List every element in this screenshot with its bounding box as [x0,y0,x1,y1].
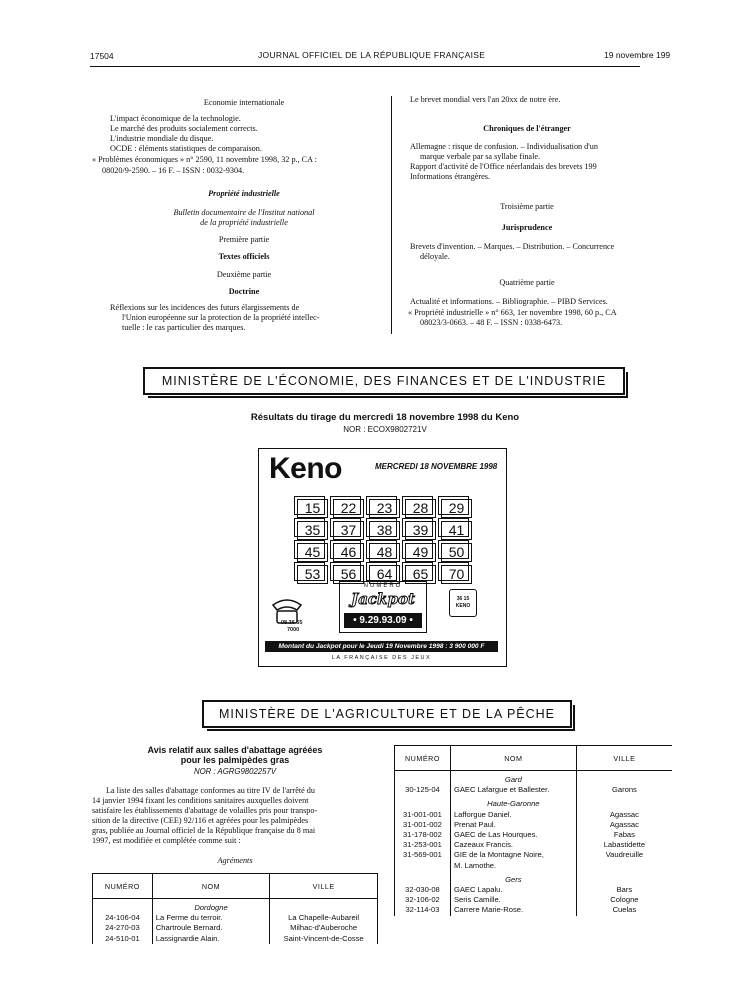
jackpot-logo: Jackpot [351,590,415,608]
table-row [395,905,673,915]
cell-nom: Prenat Paul. [450,820,576,830]
region-label: Dordogne [152,899,269,914]
cell-numero: 32-106-02 [395,895,451,905]
col-header-nom: NOM [450,746,576,771]
region-label: Gers [450,871,576,885]
cell-ville: Agassac [609,819,639,829]
phone-number: 08 36 65 [281,620,303,626]
table-row [395,810,673,820]
fdj-footer: LA FRANÇAISE DES JEUX [331,655,432,661]
cell-ville: Labastidette [603,840,646,850]
cell-nom: GAEC Lapalu. [450,885,576,895]
ministry-economy-banner: MINISTÈRE DE L'ÉCONOMIE, DES FINANCES ET DE L'INDUSTRIE [143,367,625,395]
drawn-number: 37 [333,521,364,540]
col-header-nom: NOM [152,874,269,899]
text-line: Brevets d'invention. – Marques. – Distribution. – Concurrence [410,242,615,251]
text-line: l'Union européenne sur la protection de la propriété intellec- [122,313,320,322]
agrements-table-left [92,873,378,944]
table-row [395,785,673,795]
text-line: Le marché des produits socialement corrects. [110,124,258,133]
cell-numero: 31-001-002 [395,820,451,830]
text-line: OCDE : éléments statistiques de comparaison. [110,144,262,153]
drawn-number: 38 [369,521,400,540]
text-line: déloyale. [420,252,450,261]
drawn-number: 41 [441,521,472,540]
drawn-number: 64 [369,565,400,584]
drawn-number: 39 [405,521,436,540]
drawn-number: 48 [369,543,400,562]
avis-nor: NOR : AGRG9802257V [193,767,277,776]
text-line: marque verbale par sa syllabe finale. [420,152,541,161]
text-line: gras, publiée au Journal officiel de la République française du 8 mai [92,826,316,835]
text-line: L'industrie mondiale du disque. [110,134,214,143]
text-line: 08023/3-0663. – 48 F. – ISSN : 0338-6473. [420,318,563,327]
text-line: L'impact économique de la technologie. [110,114,241,123]
drawn-number: 50 [441,543,472,562]
table-row [395,850,673,860]
text-line: Rapport d'activité de l'Office néerlandais des brevets 199 [410,162,597,171]
agrements-table-right [394,745,672,916]
table-row: 24-106-04 La Ferme du terroir. La Chapelle-Aubareil [93,913,378,923]
journal-title: JOURNAL OFFICIEL DE LA RÉPUBLIQUE FRANÇAISE [258,50,486,60]
table-row [395,830,673,840]
keno-results-panel [258,448,507,667]
text-line: Bulletin documentaire de l'Institut national [173,208,315,217]
text-line: « Problèmes économiques » n° 2590, 11 novembre 1998, 32 p., CA : [92,155,317,164]
section-heading: Textes officiels [218,252,270,261]
table-row [395,820,673,830]
cell-numero: 31-253-001 [395,840,451,850]
table-row [395,840,673,850]
ministry-agriculture-banner: MINISTÈRE DE L'AGRICULTURE ET DE LA PÊCHE [202,700,572,728]
keno-results-title: Résultats du tirage du mercredi 18 novembre 1998 du Keno [250,412,520,423]
table-row: 24-270-03 Chartroule Bernard. Milhac-d'Auberoche [93,923,378,933]
text-line: 14 janvier 1994 fixant les conditions sanitaires auxquelles doivent [92,796,309,805]
cell-ville: Garons [611,785,637,795]
numero-label: NUMÉRO [363,583,403,589]
text-line: sition de la directive (CEE) 92/116 et agréées pour les palmipèdes [92,816,309,825]
drawn-number: 29 [441,499,472,518]
drawn-number: 46 [333,543,364,562]
text-line: « Propriété industrielle » n° 663, 1er novembre 1998, 60 p., CA [408,308,617,317]
drawn-number: 49 [405,543,436,562]
region-label: Haute-Garonne [450,795,576,809]
cell-numero: 31-001-001 [395,810,451,820]
drawn-number: 56 [333,565,364,584]
text-line: Informations étrangères. [410,172,491,181]
minitel-service: KENO [455,603,471,609]
cell-numero: 32-030-08 [395,885,451,895]
column-divider [391,96,392,334]
cell-ville [576,861,672,871]
cell-ville: Fabas [613,830,635,840]
table-row [395,861,673,871]
jackpot-panel [339,581,427,633]
cell-nom: GAEC Lafargue et Ballester. [450,785,576,795]
cell-ville: Vaudreuille [605,850,644,860]
cell-numero: 32-114-03 [395,905,451,915]
jackpot-amount: Montant du Jackpot pour le Jeudi 19 Novembre 1998 : 3 900 000 F [265,641,498,652]
minitel-icon [449,589,477,617]
cell-nom: M. Lamothe. [450,861,576,871]
section-heading: Doctrine [228,287,260,296]
drawn-number: 15 [297,499,328,518]
avis-title: Avis relatif aux salles d'abattage agréées [147,745,323,755]
section-heading: Jurisprudence [501,223,553,232]
drawn-number: 28 [405,499,436,518]
text-line: satisfaire les établissements d'abattage de volailles pris pour transpo- [92,806,318,815]
text-line: Deuxième partie [216,270,272,279]
col-header-ville: VILLE [576,746,672,771]
text-line: Actualité et informations. – Bibliographie. – PIBD Services. [410,297,608,306]
keno-draw-date: MERCREDI 18 NOVEMBRE 1998 [375,462,498,471]
region-label: Gard [450,771,576,786]
section-heading: Economie internationale [203,98,285,107]
agrements-heading: Agréments [217,856,253,865]
jackpot-number: • 9.29.93.09 • [344,613,422,628]
cell-numero: 31-178-002 [395,830,451,840]
cell-nom: GIE de la Montagne Noire, [450,850,576,860]
col-header-ville: VILLE [270,874,378,899]
keno-logo: Keno [269,452,342,485]
section-heading: Chroniques de l'étranger [483,124,571,133]
cell-ville: Cologne [610,895,639,905]
phone-number-suffix: 7000 [287,627,300,633]
drawn-number: 45 [297,543,328,562]
cell-ville: Agassac [609,809,639,819]
text-line: Quatrième partie [499,278,555,287]
cell-nom: Lafforgue Daniel. [450,810,576,820]
drawn-number: 65 [405,565,436,584]
table-row: 24-510-01 Lassignardie Alain. Saint-Vincent-de-Cosse [93,934,378,944]
table-row [395,895,673,905]
col-header-numero: NUMÉRO [395,746,451,771]
table-row [395,885,673,895]
avis-subtitle: pour les palmipèdes gras [180,755,290,765]
cell-numero: 31-569-001 [395,850,451,860]
text-line: Réflexions sur les incidences des futurs élargissements de [110,303,300,312]
page-date: 19 novembre 199 [604,50,671,60]
cell-ville: Cuelas [612,905,637,915]
text-line: Première partie [218,235,270,244]
text-line: 08020/9-2590. – 16 F. – ISSN : 0032-9304. [102,166,245,175]
cell-nom: Seris Camille. [450,895,576,905]
col-header-numero: NUMÉRO [93,874,153,899]
cell-ville: Bars [616,885,633,895]
text-line: Le brevet mondial vers l'an 20xx de notre ère. [410,95,561,104]
cell-numero [395,861,451,871]
text-line: La liste des salles d'abattage conformes au titre IV de l'arrêté du [106,786,315,795]
header-rule [90,66,640,67]
drawn-number: 53 [297,565,328,584]
drawn-number: 70 [441,565,472,584]
drawn-number: 23 [369,499,400,518]
cell-nom: Carrere Marie-Rose. [450,905,576,915]
minitel-code: 36 15 [456,596,470,602]
drawn-number: 22 [333,499,364,518]
text-line: 1997, est modifiée et complétée comme suit : [92,836,241,845]
cell-nom: GAEC de Las Hourques. [450,830,576,840]
text-line: de la propriété industrielle [200,218,288,227]
cell-nom: Cazeaux Francis. [450,840,576,850]
section-heading: Propriété industrielle [208,189,280,198]
text-line: Allemagne : risque de confusion. – Individualisation d'un [410,142,598,151]
drawn-number: 35 [297,521,328,540]
keno-nor: NOR : ECOX9802721V [343,425,427,434]
text-line: tuelle : le cas particulier des marques. [122,323,246,332]
cell-numero: 30-125-04 [395,785,451,795]
page-number: 17504 [90,51,114,61]
text-line: Troisième partie [500,202,554,211]
